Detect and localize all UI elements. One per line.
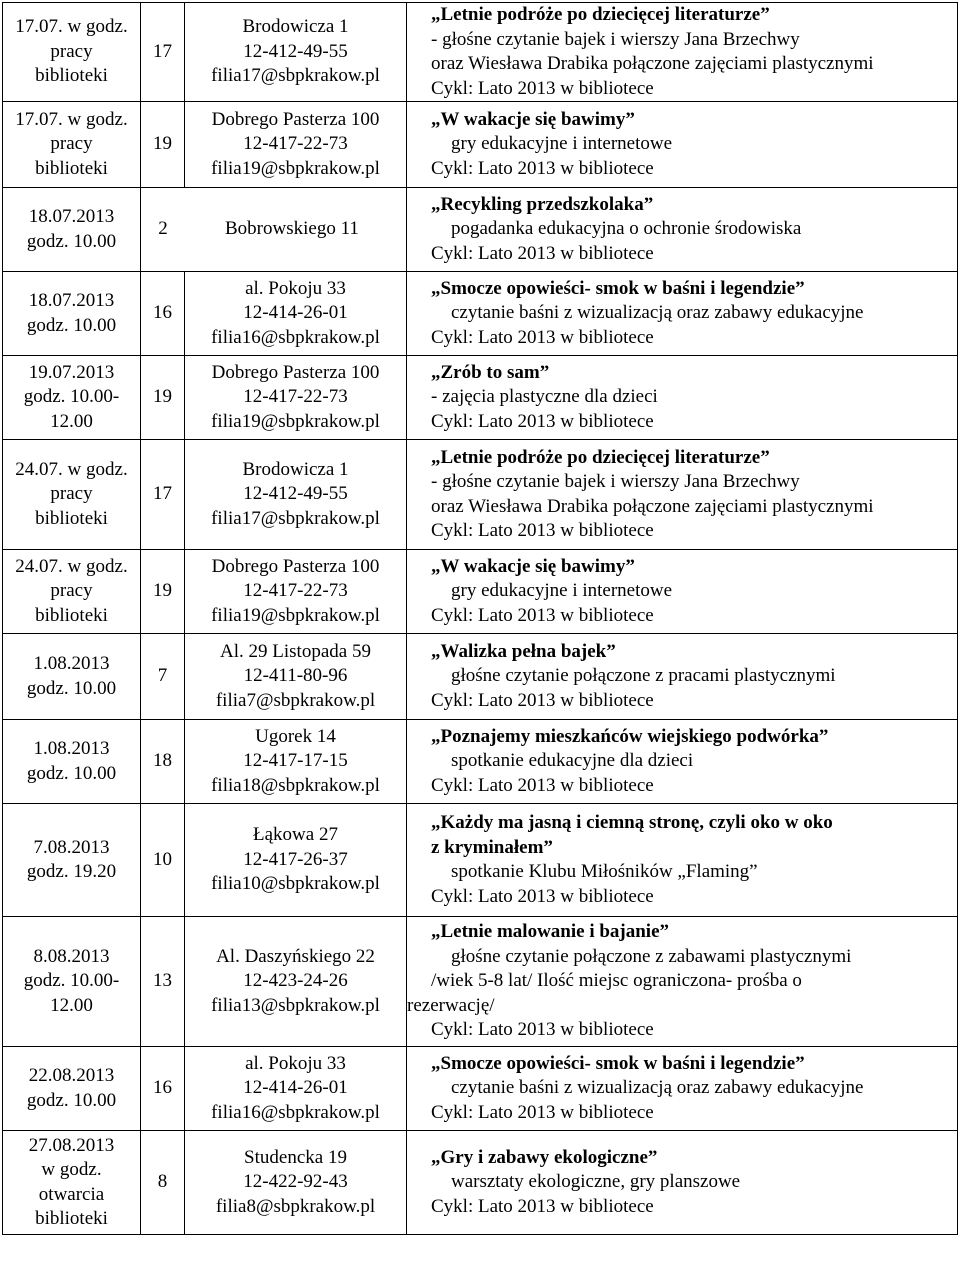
event-description: spotkanie edukacyjne dla dzieci xyxy=(451,750,694,772)
date-line: 24.07. w godz. xyxy=(15,458,128,480)
event-cell xyxy=(407,634,958,720)
address-line: al. Pokoju 33 xyxy=(245,277,346,299)
address-cell xyxy=(185,804,407,917)
date-line: biblioteki xyxy=(35,157,108,179)
event-cycle: Cykl: Lato 2013 w bibliotece xyxy=(431,689,654,711)
date-cell xyxy=(3,804,141,917)
event-description: oraz Wiesława Drabika połączone zajęciami plastycznymi xyxy=(431,53,874,74)
email-link[interactable]: filia18@sbpkrakow.pl xyxy=(211,774,380,796)
event-title: „Smocze opowieści- smok w baśni i legendzie” xyxy=(431,1052,805,1074)
date-line: pracy xyxy=(50,580,93,602)
date-line: biblioteki xyxy=(35,604,108,626)
address-line: Brodowicza 1 xyxy=(242,458,349,480)
event-cell xyxy=(407,1131,958,1235)
event-title: „Letnie podróże po dziecięcej literaturze” xyxy=(431,4,770,25)
table-row xyxy=(3,440,958,550)
event-description: - głośne czytanie bajek i wierszy Jana Brzechwy xyxy=(431,471,800,492)
date-line: biblioteki xyxy=(35,507,108,529)
date-line: godz. 10.00 xyxy=(26,230,117,252)
event-cycle: Cykl: Lato 2013 w bibliotece xyxy=(431,520,654,541)
event-title: „Letnie podróże po dziecięcej literaturze” xyxy=(431,446,770,468)
event-cell xyxy=(407,720,958,804)
event-title: „Gry i zabawy ekologiczne” xyxy=(431,1146,658,1168)
event-cycle: Cykl: Lato 2013 w bibliotece xyxy=(431,77,654,99)
date-line: 1.08.2013 xyxy=(33,738,110,759)
table-row xyxy=(3,102,958,188)
phone-number: 12-417-17-15 xyxy=(243,750,348,772)
date-line: 12.00 xyxy=(50,410,93,432)
event-cell xyxy=(407,3,958,102)
branch-number: 19 xyxy=(141,550,185,634)
phone-number: 12-417-22-73 xyxy=(243,386,348,408)
branch-number: 19 xyxy=(141,356,185,440)
date-line: pracy xyxy=(50,483,93,505)
date-line: godz. 10.00- xyxy=(23,970,120,992)
date-cell xyxy=(3,634,141,720)
date-cell xyxy=(3,550,141,634)
table-row xyxy=(3,804,958,917)
branch-number: 16 xyxy=(141,1047,185,1131)
address-line: Ugorek 14 xyxy=(255,725,336,747)
date-cell xyxy=(3,720,141,804)
date-line: 17.07. w godz. xyxy=(15,16,128,38)
date-line: pracy xyxy=(50,40,93,62)
phone-number: 12-412-49-55 xyxy=(243,40,348,62)
table-row xyxy=(3,917,958,1047)
branch-number: 2 xyxy=(158,218,168,240)
event-cycle: Cykl: Lato 2013 w bibliotece xyxy=(431,774,654,796)
date-line: godz. 10.00 xyxy=(26,762,117,784)
branch-number: 8 xyxy=(141,1131,185,1235)
branch-number: 17 xyxy=(141,440,185,550)
address-cell xyxy=(185,3,407,102)
address-cell xyxy=(185,634,407,720)
address-line: Dobrego Pasterza 100 xyxy=(211,361,380,383)
email-link[interactable]: filia7@sbpkrakow.pl xyxy=(215,689,376,711)
date-line: 18.07.2013 xyxy=(28,206,115,227)
phone-number: 12-417-22-73 xyxy=(243,580,348,602)
event-description: - zajęcia plastyczne dla dzieci xyxy=(431,386,658,408)
event-title: „Zrób to sam” xyxy=(431,361,550,383)
address-cell xyxy=(185,356,407,440)
phone-number: 12-412-49-55 xyxy=(243,483,348,505)
date-line: godz. 10.00- xyxy=(23,386,120,408)
branch-number: 13 xyxy=(141,917,185,1047)
event-cycle: Cykl: Lato 2013 w bibliotece xyxy=(431,1019,654,1041)
address-cell xyxy=(185,440,407,550)
table-row xyxy=(3,188,958,272)
date-line: 12.00 xyxy=(50,994,93,1016)
branch-number: 19 xyxy=(141,102,185,188)
email-link[interactable]: filia13@sbpkrakow.pl xyxy=(211,994,380,1016)
phone-number: 12-423-24-26 xyxy=(243,970,348,992)
date-cell xyxy=(3,440,141,550)
date-line: 7.08.2013 xyxy=(33,836,110,858)
date-line: 17.07. w godz. xyxy=(15,108,128,130)
event-description: pogadanka edukacyjna o ochronie środowiska xyxy=(451,218,802,240)
address-line: Łąkowa 27 xyxy=(253,824,338,846)
event-title: „Walizka pełna bajek” xyxy=(431,640,616,662)
event-title: „Każdy ma jasną i ciemną stronę, czyli oko w oko xyxy=(431,812,833,833)
date-line: otwarcia xyxy=(38,1183,105,1205)
email-link[interactable]: filia10@sbpkrakow.pl xyxy=(211,873,380,895)
event-description: gry edukacyjne i internetowe xyxy=(451,580,673,602)
date-cell xyxy=(3,917,141,1047)
address-cell xyxy=(185,550,407,634)
address-line: Dobrego Pasterza 100 xyxy=(211,555,380,577)
event-description: /wiek 5-8 lat/ Ilość miejsc ograniczona- prośba o xyxy=(431,970,802,992)
email-link[interactable]: filia8@sbpkrakow.pl xyxy=(215,1195,376,1217)
date-line: godz. 10.00 xyxy=(26,1089,117,1111)
event-cycle: Cykl: Lato 2013 w bibliotece xyxy=(431,1101,654,1123)
table-row xyxy=(3,3,958,102)
event-cell xyxy=(407,440,958,550)
event-description: rezerwację/ xyxy=(407,994,495,1016)
date-cell xyxy=(3,356,141,440)
email-link[interactable]: filia17@sbpkrakow.pl xyxy=(211,65,380,87)
date-line: 24.07. w godz. xyxy=(15,555,128,577)
date-line: 1.08.2013 xyxy=(33,653,110,674)
address-line: al. Pokoju 33 xyxy=(245,1052,346,1074)
address-line: Brodowicza 1 xyxy=(242,16,349,38)
address-line: Bobrowskiego 11 xyxy=(225,218,359,240)
email-link[interactable]: filia17@sbpkrakow.pl xyxy=(211,507,380,529)
event-cycle: Cykl: Lato 2013 w bibliotece xyxy=(431,1195,654,1217)
date-line: w godz. xyxy=(41,1159,102,1180)
event-description: warsztaty ekologiczne, gry planszowe xyxy=(451,1171,741,1193)
event-cycle: Cykl: Lato 2013 w bibliotece xyxy=(431,242,654,264)
event-cell xyxy=(407,356,958,440)
event-title: „W wakacje się bawimy” xyxy=(431,555,635,577)
event-description: czytanie baśni z wizualizacją oraz zabawy edukacyjne xyxy=(451,1077,864,1099)
phone-number: 12-417-22-73 xyxy=(243,133,348,155)
table-row xyxy=(3,1131,958,1235)
date-line: biblioteki xyxy=(35,1208,108,1229)
phone-number: 12-414-26-01 xyxy=(243,1077,348,1099)
address-line: Al. 29 Listopada 59 xyxy=(220,640,371,662)
date-cell xyxy=(3,272,141,356)
event-title: „Recykling przedszkolaka” xyxy=(431,193,654,215)
event-title: „Smocze opowieści- smok w baśni i legendzie” xyxy=(431,277,805,299)
event-description: oraz Wiesława Drabika połączone zajęciami plastycznymi xyxy=(431,495,874,517)
event-description: spotkanie Klubu Miłośników „Flaming” xyxy=(451,861,758,882)
event-title: „W wakacje się bawimy” xyxy=(431,108,635,130)
branch-number: 7 xyxy=(141,634,185,720)
email-link[interactable]: filia19@sbpkrakow.pl xyxy=(211,410,380,432)
email-link[interactable]: filia16@sbpkrakow.pl xyxy=(211,326,380,348)
date-line: godz. 19.20 xyxy=(26,861,117,882)
date-cell xyxy=(3,3,141,102)
date-cell xyxy=(3,1047,141,1131)
table-row xyxy=(3,550,958,634)
event-title: „Letnie malowanie i bajanie” xyxy=(431,921,670,943)
event-title-continued: z kryminałem” xyxy=(431,836,553,858)
event-cycle: Cykl: Lato 2013 w bibliotece xyxy=(431,604,654,626)
address-line: Al. Daszyńskiego 22 xyxy=(216,945,375,967)
phone-number: 12-414-26-01 xyxy=(243,302,348,324)
phone-number: 12-422-92-43 xyxy=(243,1171,348,1193)
branch-number: 16 xyxy=(141,272,185,356)
event-cycle: Cykl: Lato 2013 w bibliotece xyxy=(431,157,654,179)
event-cycle: Cykl: Lato 2013 w bibliotece xyxy=(431,410,654,432)
branch-address-cell xyxy=(141,188,407,272)
date-line: pracy xyxy=(50,133,93,155)
date-line: 27.08.2013 xyxy=(28,1134,115,1156)
schedule-body xyxy=(3,3,958,1235)
date-line: godz. 10.00 xyxy=(26,314,117,336)
table-row xyxy=(3,356,958,440)
event-cell xyxy=(407,917,958,1047)
event-description: głośne czytanie połączone z zabawami plastycznymi xyxy=(451,945,852,967)
address-line: Studencka 19 xyxy=(244,1146,347,1168)
event-cycle: Cykl: Lato 2013 w bibliotece xyxy=(431,326,654,348)
address-cell xyxy=(185,102,407,188)
event-cell xyxy=(407,1047,958,1131)
event-title: „Poznajemy mieszkańców wiejskiego podwórka” xyxy=(431,725,829,747)
branch-number: 10 xyxy=(141,804,185,917)
address-cell xyxy=(185,917,407,1047)
address-cell xyxy=(185,1131,407,1235)
event-cell xyxy=(407,272,958,356)
table-row xyxy=(3,720,958,804)
address-cell xyxy=(185,720,407,804)
address-cell xyxy=(185,272,407,356)
date-line: 22.08.2013 xyxy=(28,1065,115,1086)
email-link[interactable]: filia16@sbpkrakow.pl xyxy=(211,1101,380,1123)
event-cell xyxy=(407,102,958,188)
date-cell xyxy=(3,102,141,188)
event-cycle: Cykl: Lato 2013 w bibliotece xyxy=(431,885,654,907)
phone-number: 12-417-26-37 xyxy=(243,848,348,870)
table-row xyxy=(3,1047,958,1131)
schedule-table xyxy=(2,2,958,1235)
event-cell xyxy=(407,804,958,917)
date-line: 8.08.2013 xyxy=(33,945,110,967)
event-cell xyxy=(407,188,958,272)
event-description: czytanie baśni z wizualizacją oraz zabawy edukacyjne xyxy=(451,302,864,324)
email-link[interactable]: filia19@sbpkrakow.pl xyxy=(211,157,380,179)
table-row xyxy=(3,634,958,720)
branch-number: 18 xyxy=(141,720,185,804)
phone-number: 12-411-80-96 xyxy=(243,665,348,687)
event-description: głośne czytanie połączone z pracami plastycznymi xyxy=(451,665,836,687)
date-line: 19.07.2013 xyxy=(28,361,115,383)
date-line: biblioteki xyxy=(35,65,108,87)
email-link[interactable]: filia19@sbpkrakow.pl xyxy=(211,604,380,626)
branch-number: 17 xyxy=(141,3,185,102)
event-description: - głośne czytanie bajek i wierszy Jana Brzechwy xyxy=(431,28,800,50)
date-cell xyxy=(3,188,141,272)
address-line: Dobrego Pasterza 100 xyxy=(211,108,380,130)
address-cell xyxy=(185,1047,407,1131)
date-line: godz. 10.00 xyxy=(26,677,117,699)
date-line: 18.07.2013 xyxy=(28,290,115,311)
event-cell xyxy=(407,550,958,634)
date-cell xyxy=(3,1131,141,1235)
event-description: gry edukacyjne i internetowe xyxy=(451,133,673,155)
table-row xyxy=(3,272,958,356)
